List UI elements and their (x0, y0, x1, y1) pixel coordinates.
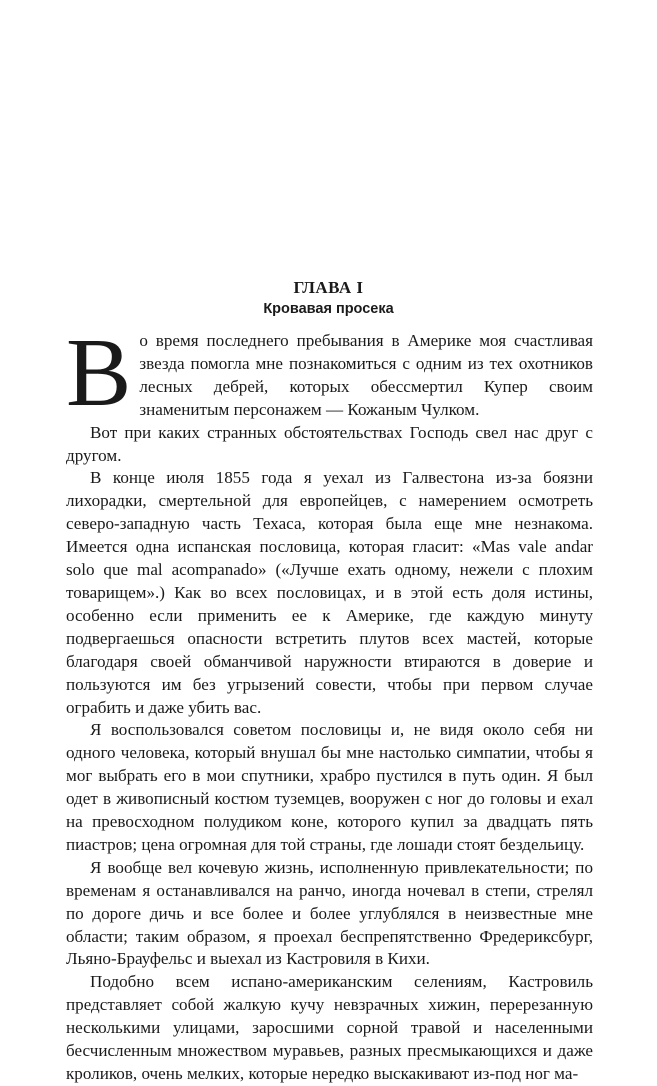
drop-cap: В (66, 319, 132, 427)
paragraph-6: Подобно всем испано-американским селениям, Кастровиль представляет собой жалкую кучу невзрачных хижин, перерезанную несколькими улицами, заросшими сорной травой и населенными бесчисленным множеством муравьев, разных пресмыкающихся и даже кроликов, очень мелких, которые нередко выскакивают из-под ног ма- (66, 972, 593, 1083)
chapter-number: ГЛАВА I (293, 278, 364, 297)
chapter-title: Кровавая просека (263, 301, 394, 317)
paragraph-5: Я вообще вел кочевую жизнь, исполненную привлекательности; по временам я останавливался на ранчо, иногда ночевал в степи, стрелял по дороге дичь и все более и более углублялся в неизвестные мне области; таким образом, я проехал беспрепятственно Фредериксбург, Льяно-Брауфельс и выехал из Кастровиля в Кихи. (66, 857, 593, 969)
paragraph-3: В конце июля 1855 года я уехал из Галвестона из-за боязни лихорадки, смертельной для европейцев, с намерением осмотреть северо-западную часть Техаса, которая была еще мне незнакома. Имеется одна испанская пословица, которая гласит: «Mas vale andar solo que mal acompanado» («Лучше ехать одному, нежели с плохим товарищем».) Как во всех пословицах, и в этой есть доля истины, особенно если применить ее к Америке, где каждую минуту подвергаешься опасности встретить плутов всех мастей, которые благодаря своей обманчивой наружности втираются в доверие и пользуются им без угрызений совести, чтобы при первом случае ограбить и даже убить вас. (66, 468, 593, 717)
chapter-text (66, 319, 593, 1086)
paragraph-1-text: о время последнего пребывания в Америке моя счастливая звезда помогла мне познакомиться с одним из тех охотников лесных дебрей, которых обессмертил Купер своим знаменитым персонажем — Кожаным Чулком. (139, 331, 593, 419)
chapter-heading (0, 277, 657, 319)
paragraph-1 (66, 319, 593, 427)
paragraph-4: Я воспользовался советом пословицы и, не видя около себя ни одного человека, который внушал бы мне настолько симпатии, чтобы я мог выбрать его в мои спутники, храбро пустился в путь один. Я был одет в живописный костюм туземцев, вооружен с ног до головы и ехал на превосходном полудиком коне, которого купил за двадцать пять пиастров; цена огромная для той страны, где лошади стоят бездельицу. (66, 720, 593, 854)
paragraph-2: Вот при каких странных обстоятельствах Господь свел нас друг с другом. (66, 422, 593, 465)
